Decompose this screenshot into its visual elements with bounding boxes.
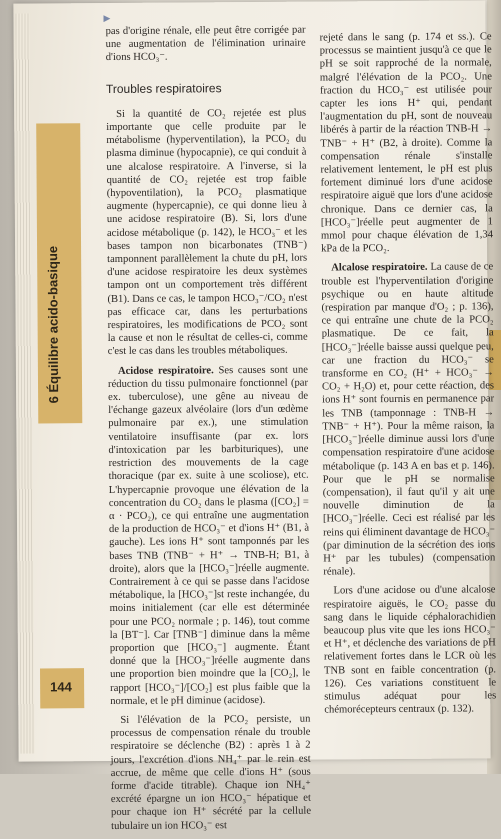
paragraph-alcalose [321,261,495,579]
paragraph-compensation: Si l'élévation de la PCO₂ persiste, un processus de compensation rénale du trouble respiratoire se déclenche (B2) : après 1 à 2 jours, l'excrétion d'ions NH₄⁺ par le rein est accrue, de même que celle d'ions H⁺ (sous forme d'acide titrable). Chaque ion NH₄⁺ excrété épargne un ion HCO₃⁻ hépatique et pour chaque ion H⁺ sécrété par la cellule tubulaire un ion HCO₃⁻ est [110,713,312,832]
acidose-title: Acidose respiratoire. [117,364,214,377]
paragraph-continued: rejeté dans le sang (p. 174 et ss.). Ce processus se maintient jusqu'à ce que le pH se soit rapproché de la normale, malgré l'élévation de la PCO₂. Une fraction du HCO₃⁻ est utilisée pour capter les ions H⁺ qui, pendant l'augmentation du pH, sont de nouveau libérés à partir de la réaction TNB-H → TNB⁻ + H⁺ (B2, à droite). Comme la compensation rénale s'installe relativement lentement, le pH est plus fortement diminué lors d'une acidose respiratoire aiguë que lors d'une acidose chronique. Dans ce dernier cas, la [HCO₃⁻]réelle peut augmenter de 1 mmol pour chaque élévation de 1,34 kPa de la PCO₂. [319,31,494,255]
right-column [320,30,497,723]
page-number: 144 [50,679,72,695]
section-heading: Troubles respiratoires [105,80,222,96]
book-page [13,0,497,832]
intro-paragraph: pas d'origine rénale, elle peut être corrigée par une augmentation de l'élimination urinaire d'ions HCO₃⁻. [105,24,306,64]
left-column [106,24,312,839]
alcalose-text: La cause de ce trouble est l'hyperventilation d'origine psychique ou en haute altitude (respiration par manque d'O₂ ; p. 136), ce qui entraîne une chute de la PCO₂ plasmatique. De ce fait, la [HCO₃⁻]réelle baisse aussi quelque peu, car une fraction du HCO₃⁻ se transforme en CO₂ (H⁺ + HCO₃⁻ → CO₂ + H₂O) et, pour cette réaction, des ions H⁺ sont fournis en permanence par les TNB (tamponnage : TNB-H → TNB⁻ + H⁺). Pour la même raison, la [HCO₃⁻]réelle diminue aussi lors d'une compensation respiratoire d'une acidose métabolique (p. 143 A en bas et p. 146). Pour que le pH se normalise (compensation), il faut qu'il y ait une nouvelle diminution de la [HCO₃⁻]réelle. Ceci est réalisé par les reins qui éliminent davantage de HCO₃⁻ (par diminution de la sécrétion des ions H⁺ par les tubules) (compensation rénale). [321,261,496,578]
chapter-tab [36,123,82,423]
paragraph-acidose [108,363,310,708]
chapter-tab-label: 6 Équilibre acido-basique [45,245,62,404]
paragraph-troubles: Si la quantité de CO₂ rejetée est plus importante que celle produite par le métabolisme (hyperventilation), la PCO₂ du plasma diminue (hypocapnie), ce qui conduit à une alcalose respiratoire. A l'inverse, si la quantité de CO₂ rejetée est trop faible (hypoventilation), la PCO₂ plasmatique augmente (hypercapnie), ce qui donne lieu à une acidose respiratoire (B). Si, lors d'une acidose métabolique (p. 142), le HCO₃⁻ et les bases tampon non bicarbonates (TNB⁻) tamponnent parallèlement la chute du pH, lors d'une acidose respiratoire les deux systèmes tampon ont un comportement très différent (B1). Dans ce cas, le tampon HCO₃⁻/CO₂ n'est pas efficace car, dans les perturbations respiratoires, les modifications de PCO₂ sont la cause et non le résultat de celles-ci, comme c'est le cas dans les troubles métaboliques. [106,107,308,358]
triangle-icon: ▶ [103,12,111,24]
paragraph-lcr: Lors d'une acidose ou d'une alcalose respiratoire aiguës, le CO₂ passe du sang dans le liquide céphalorachidien beaucoup plus vite que les ions HCO₃⁻ et H⁺, et déclenche des variations de pH relativement fortes dans le LCR où les TNB sont en faible concentration (p. 126). Ces variations constituent le stimulus adéquat pour les chémorécepteurs centraux (p. 132). [323,584,497,716]
alcalose-title: Alcalose respiratoire. [331,262,428,274]
page-stack-edge [15,14,34,754]
acidose-text: Ses causes sont une réduction du tissu pulmonaire fonctionnel (par ex. tuberculose), une gêne au niveau de l'échange gazeux alvéolaire (lors d'un œdème pulmonaire par ex.), une stimulation ventilatoire insuffisante (par ex. lors d'intoxication par les barbituriques), une restriction des mouvements de la cage thoracique (par ex. suite à une scoliose), etc. L'hypercapnie provoque une élévation de la concentration du CO₂ dans le plasma ([CO₂] = α · PCO₂), ce qui entraîne une augmentation de la production de HCO₃⁻ et d'ions H⁺ (B1, à gauche). Les ions H⁺ sont tamponnés par les bases TNB (TNB⁻ + H⁺ → TNB-H; B1, à droite), alors que la [HCO₃⁻]réelle augmente. Contrairement à ce qui se passe dans l'acidose métabolique, la [HCO₃⁻]st reste inchangée, du moins initialement (car elle est déterminée pour une PCO₂ normale ; p. 146), tout comme la [BT⁻]. Car [TNB⁻] diminue dans la même proportion que [HCO₃⁻] augmente. Étant donné que la [HCO₃⁻]réelle augmente dans une proportion bien moindre que la [CO₂], le rapport [HCO₃⁻]/[CO₂] est plus faible que la normale, et le pH diminue (acidose). [107,364,311,707]
